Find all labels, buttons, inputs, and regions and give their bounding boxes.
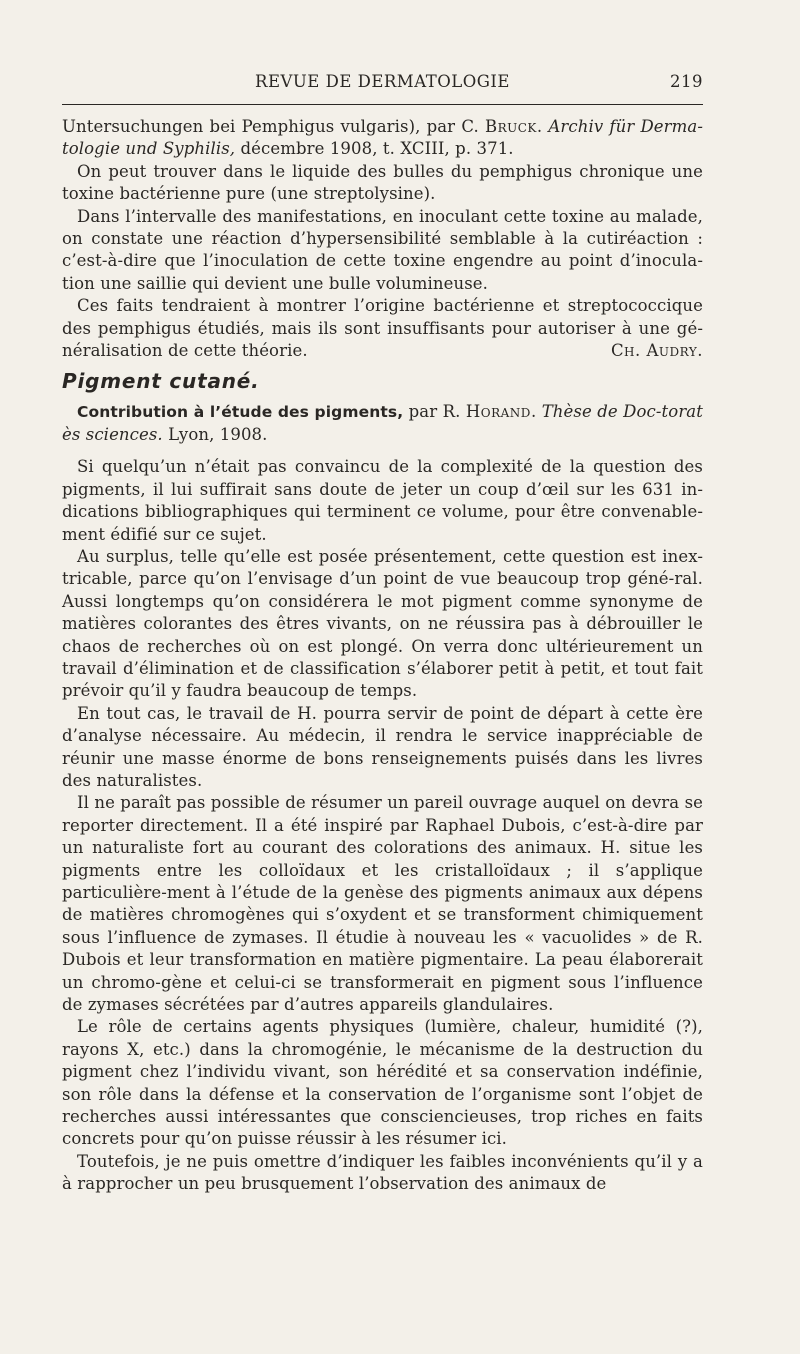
paragraph: On peut trouver dans le liquide des bulles du pemphigus chronique une toxine bactérienne pure (une streptolysine). (62, 161, 703, 204)
paragraph: Ces faits tendraient à montrer l’origine bactérienne et streptococcique des pemphigus étudiés, mais ils sont insuffisants pour autoriser à une gé-néralisation de cette théorie. (62, 296, 703, 361)
page-number: 219 (670, 72, 703, 91)
page-body (62, 116, 703, 1196)
reference-text: Untersuchungen bei Pemphigus vulgaris), par C. (62, 117, 485, 136)
reviewed-work-author: Horand (465, 402, 531, 422)
author-signature: Ch. Audry. (610, 341, 703, 361)
reviewed-work-by: par R. (403, 402, 466, 422)
header-rule (62, 104, 703, 105)
reviewed-work-separator: . (530, 402, 542, 422)
paragraph: Il ne paraît pas possible de résumer un pareil ouvrage auquel on devra se reporter directement. Il a été inspiré par Raphael Dubois, c’est-à-dire par un naturaliste fort au courant des colorations des animaux. H. situe les pigments entre les colloïdaux et les cristalloïdaux ; il s’applique particulière-ment à l’étude de la genèse des pigments animaux aux dépens de matières chromogènes qui s’oxydent et se transforment chimiquement sous l’influence de zymases. Il étudie à nouveau les « vacuolides » de R. Dubois et leur transformation en matière pigmentaire. La peau élaborerait un chromo-gène et celui-ci se transformerait en pigment sous l’influence de zymases sécrétées par d’autres appareils glandulaires. (62, 793, 703, 1015)
running-head (62, 72, 703, 96)
reference-journal: Archiv für Derma-tologie und Syphilis, (62, 117, 703, 159)
paragraph: Si quelqu’un n’était pas convaincu de la complexité de la question des pigments, il lui suffirait sans doute de jeter un coup d’œil sur les 631 in-dications bibliographiques qui terminent ce volume, pour être convenable-ment édifié sur ce sujet. (62, 457, 703, 544)
intro-reference-line (62, 116, 703, 161)
reviewed-work-place: Lyon, 1908. (162, 424, 268, 444)
paragraph: Au surplus, telle qu’elle est posée présentement, cette question est inex-tricable, parce qu’on l’envisage d’un point de vue beaucoup trop géné-ral. Aussi longtemps qu’on considérera le mot pigment comme synonyme de matières colorantes des êtres vivants, on ne réussira pas à débrouiller le chaos de recherches où on est plongé. On verra donc ultérieurement un travail d’élimination et de classification s’élaborer petit à petit, et tout fait prévoir qu’il y faudra beaucoup de temps. (62, 546, 703, 701)
reference-author: Bruck (484, 117, 537, 136)
paragraph: Toutefois, je ne puis omettre d’indiquer les faibles inconvénients qu’il y a à rapprocher un peu brusquement l’observation des animaux de (62, 1151, 703, 1194)
reviewed-work-thesis: Thèse de Doc-torat ès sciences. (62, 402, 703, 444)
reference-details: décembre 1908, t. XCIII, p. 371. (235, 139, 514, 159)
paragraph: Dans l’intervalle des manifestations, en inoculant cette toxine au malade, on constate une réaction d’hypersensibilité semblable à la cutiréaction : c’est-à-dire que l’inoculation de cette toxine engendre au point d’inocula-tion une saillie qui devient une bulle volumineuse. (62, 206, 703, 293)
reviewed-work-title: Contribution à l’étude des pigments, (77, 403, 404, 422)
reviewed-work-heading (62, 401, 703, 446)
reference-separator: . (536, 117, 549, 136)
paragraph: Le rôle de certains agents physiques (lumière, chaleur, humidité (?), rayons X, etc.) dans la chromogénie, le mécanisme de la destruction du pigment chez l’individu vivant, son hérédité et sa conservation indéfinie, son rôle dans la défense et la conservation de l’organisme sont l’objet de recherches aussi intéressantes que consciencieuses, trop riches en faits concrets pour qu’on puisse réussir à les résumer ici. (62, 1017, 703, 1149)
paragraph: En tout cas, le travail de H. pourra servir de point de départ à cette ère d’analyse nécessaire. Au médecin, il rendra le service inappréciable de réunir une masse énorme de bons renseignements puisés dans les livres des naturalistes. (62, 703, 703, 790)
running-title: REVUE DE DERMATOLOGIE (255, 72, 510, 91)
section-title: Pigment cutané. (62, 369, 260, 394)
